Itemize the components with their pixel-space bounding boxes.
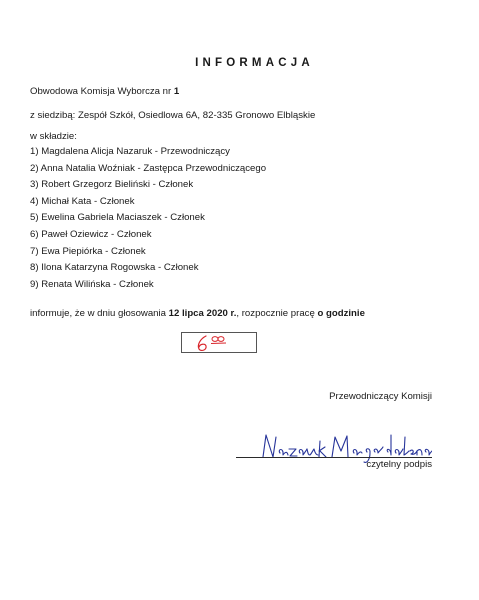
member-item: 1) Magdalena Alicja Nazaruk - Przewodniczący [30,146,230,157]
announcement [30,308,365,319]
member-item: 7) Ewa Piepiórka - Członek [30,245,146,257]
signature-line [236,457,432,458]
announcement-middle: , rozpocznie pracę [236,308,318,319]
minute-glyph [212,337,218,342]
commission-seat: z siedzibą: Zespół Szkół, Osiedlowa 6A, 82-335 Gronowo Elbląskie [30,110,316,121]
handwritten-hour [182,333,256,352]
hour-glyph [198,336,206,350]
election-date: 12 lipca 2020 r. [168,308,237,319]
announcement-suffix: o godzinie [317,308,365,319]
member-item: 9) Renata Wilińska - Członek [30,278,154,290]
member-item: 2) Anna Natalia Woźniak - Zastępca Przewodniczącego [30,162,267,174]
member-item: 6) Paweł Oziewicz - Członek [30,228,152,240]
member-item: 4) Michał Kata - Członek [30,195,135,207]
announcement-prefix: informuje, że w dniu głosowania [30,308,169,319]
signature-caption: czytelny podpis [366,459,432,470]
start-hour-box [181,332,257,353]
minute-glyph [218,337,224,342]
document-title: INFORMACJA [195,57,314,69]
member-item: 5) Ewelina Gabriela Maciaszek - Członek [30,212,205,224]
minute-underline [211,343,226,344]
member-item: 8) Ilona Katarzyna Rogowska - Członek [30,262,199,274]
composition-label: w składzie: [30,131,77,142]
commission-line [30,86,179,97]
members-list [30,144,266,293]
commission-number: 1 [173,86,180,97]
commission-text: Obwodowa Komisja Wyborcza nr [30,86,174,97]
chair-label: Przewodniczący Komisji [329,391,432,402]
member-item: 3) Robert Grzegorz Bieliński - Członek [30,179,194,191]
